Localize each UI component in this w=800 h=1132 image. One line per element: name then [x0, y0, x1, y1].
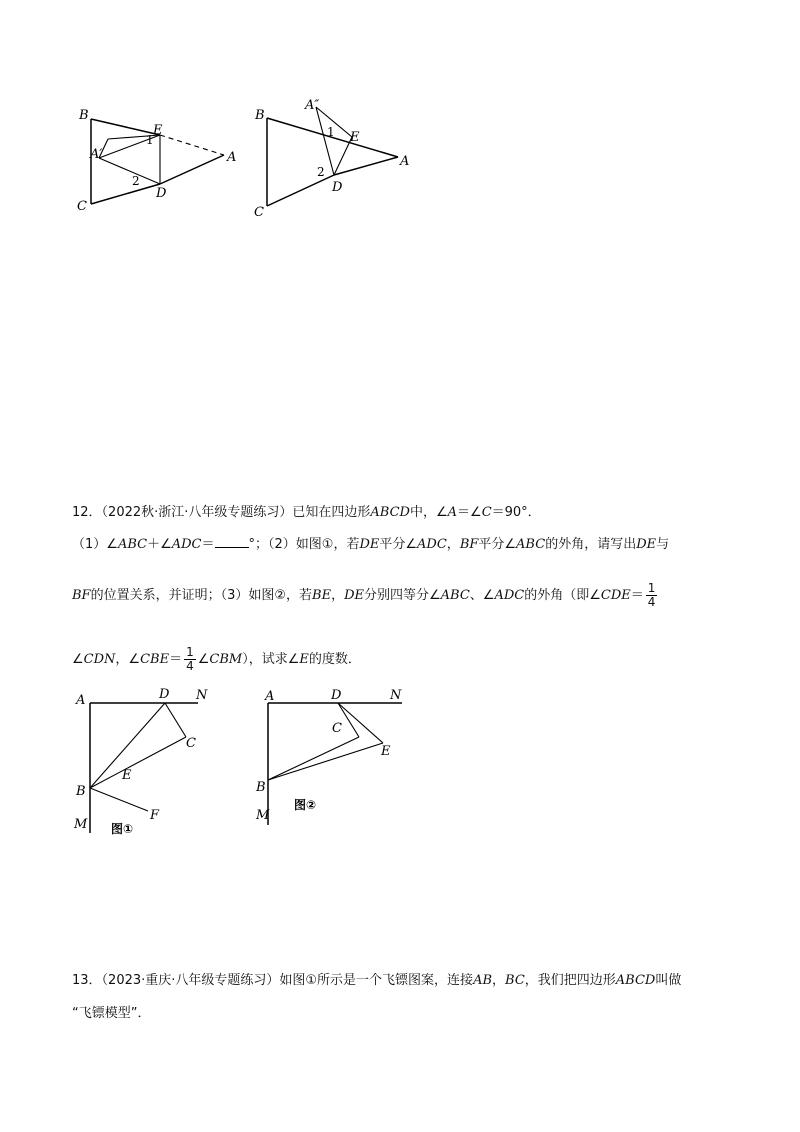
- fraction-one-quarter: $\frac{1}{4}$: [186, 645, 194, 673]
- question-source: （2023·重庆·八年级专题练习）: [101, 973, 280, 988]
- figure-caption: 图①: [111, 822, 134, 836]
- label-d: D: [331, 688, 342, 703]
- question-number: 12．: [72, 505, 102, 520]
- label-angle-2: 2: [132, 174, 140, 188]
- answer-blank[interactable]: [215, 535, 249, 548]
- q12-line-3: BF的位置关系，并证明；（3）如图②，若BE，DE分别四等分∠ABC、∠ADC的外角（即∠CDE＝ $\frac{1}{4}$: [72, 581, 656, 609]
- label-b: B: [79, 108, 89, 123]
- label-e: E: [122, 768, 132, 783]
- label-d: D: [159, 687, 170, 702]
- label-a: A: [400, 154, 410, 169]
- label-m: M: [256, 808, 270, 823]
- label-m: M: [74, 817, 88, 832]
- q12-line-2: （1）∠ABC＋∠ADC＝ °；（2）如图①，若DE平分∠ADC，BF平分∠ABC的外角，请写出DE与: [72, 537, 670, 552]
- label-b: B: [255, 108, 265, 123]
- label-a: A: [76, 693, 86, 708]
- q12-line-1: 12．（2022秋·浙江·八年级专题练习）已知在四边形ABCD中，∠A＝∠C＝90°．: [72, 505, 541, 520]
- label-e: E: [350, 130, 360, 145]
- folding-figure-right: [250, 95, 420, 225]
- label-d: D: [332, 180, 343, 195]
- label-a-double-prime: A″: [305, 98, 320, 113]
- label-a: A: [265, 689, 275, 704]
- label-angle-1: 1: [146, 133, 154, 147]
- q12-line-4: ∠CDN，∠CBE＝ $\frac{1}{4}$ ∠CBM），试求∠E的度数．: [72, 645, 361, 673]
- label-a: A: [227, 150, 237, 165]
- label-d: D: [156, 186, 167, 201]
- label-f: F: [150, 808, 160, 823]
- figure-caption: 图②: [294, 798, 317, 812]
- label-b: B: [256, 780, 266, 795]
- label-e: E: [153, 123, 163, 138]
- label-angle-1: 1: [327, 125, 335, 139]
- label-c: C: [77, 199, 87, 214]
- label-angle-2: 2: [317, 165, 325, 179]
- label-b: B: [76, 784, 86, 799]
- folding-figure-left: [70, 100, 250, 220]
- label-c: C: [332, 721, 342, 736]
- figure-2: [250, 685, 420, 825]
- fraction-one-quarter: $\frac{1}{4}$: [647, 581, 656, 609]
- q13-line-1: 13．（2023·重庆·八年级专题练习）如图①所示是一个飞镖图案，连接AB，BC，我们把四边形ABCD叫做: [72, 973, 682, 988]
- label-n: N: [390, 688, 402, 703]
- figure-1: [70, 685, 220, 840]
- label-c: C: [254, 205, 264, 220]
- label-n: N: [196, 688, 208, 703]
- label-c: C: [186, 736, 196, 751]
- question-source: （2022秋·浙江·八年级专题练习）: [101, 505, 293, 520]
- label-e: E: [381, 744, 391, 759]
- label-a-prime: A′: [90, 147, 103, 162]
- question-number: 13．: [72, 973, 102, 988]
- q13-line-2: “飞镖模型”．: [72, 1006, 151, 1021]
